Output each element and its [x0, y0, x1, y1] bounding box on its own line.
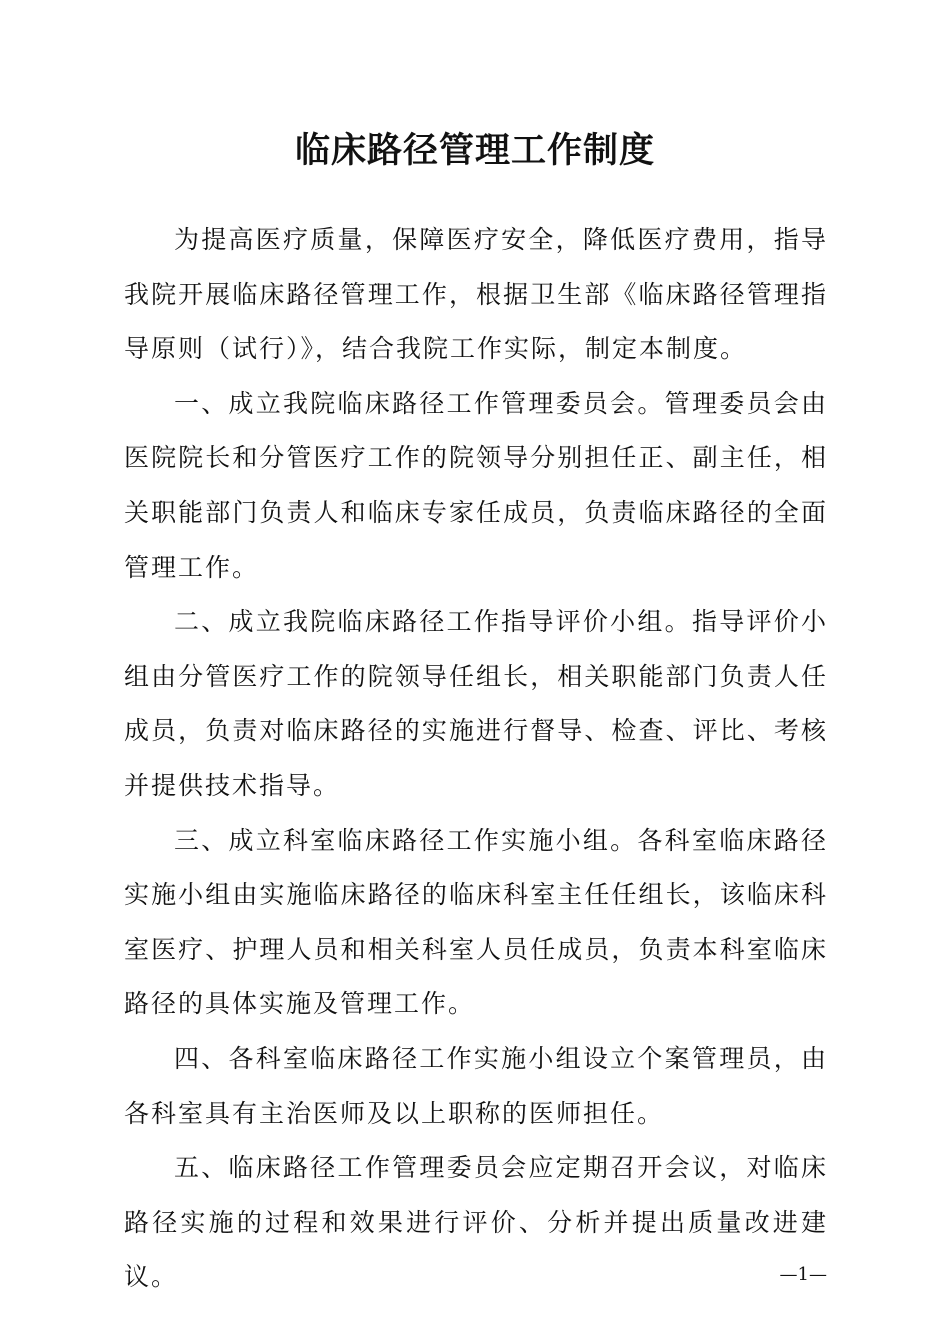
page-number: —1—	[779, 1264, 827, 1285]
document-body	[124, 213, 828, 1305]
paragraph-item-4: 四、各科室临床路径工作实施小组设立个案管理员，由各科室具有主治医师及以上职称的医师担任。	[124, 1043, 828, 1128]
paragraph-item-2: 二、成立我院临床路径工作指导评价小组。指导评价小组由分管医疗工作的院领导任组长，相关职能部门负责人任成员，负责对临床路径的实施进行督导、检查、评比、考核并提供技术指导。	[124, 607, 828, 800]
paragraph-item-5: 五、临床路径工作管理委员会应定期召开会议，对临床路径实施的过程和效果进行评价、分析并提出质量改进建议。	[124, 1153, 828, 1292]
paragraph-intro: 为提高医疗质量，保障医疗安全，降低医疗费用，指导我院开展临床路径管理工作，根据卫生部《临床路径管理指导原则（试行）》，结合我院工作实际，制定本制度。	[124, 225, 828, 364]
document-title: 临床路径管理工作制度	[294, 130, 655, 171]
paragraph-item-3: 三、成立科室临床路径工作实施小组。各科室临床路径实施小组由实施临床路径的临床科室主任任组长，该临床科室医疗、护理人员和相关科室人员任成员，负责本科室临床路径的具体实施及管理工作。	[124, 825, 828, 1019]
paragraph-item-1: 一、成立我院临床路径工作管理委员会。管理委员会由医院院长和分管医疗工作的院领导分别担任正、副主任，相关职能部门负责人和临床专家任成员，负责临床路径的全面管理工作。	[124, 388, 828, 582]
